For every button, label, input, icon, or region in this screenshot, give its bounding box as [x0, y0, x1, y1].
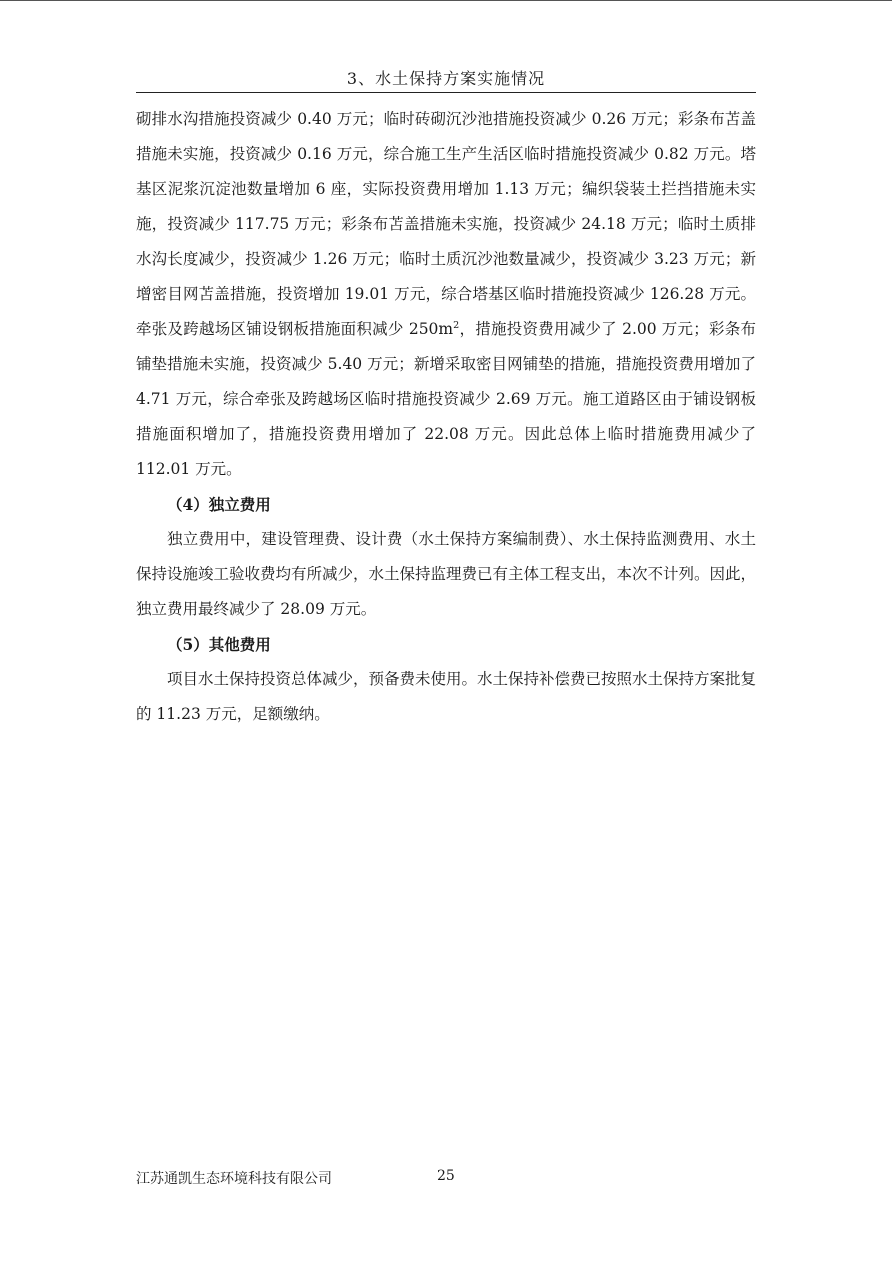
paragraph-temporary-measures	[136, 102, 756, 487]
section-heading-other-costs: （5）其他费用	[167, 635, 271, 654]
footer-page-number: 25	[437, 1168, 455, 1184]
paragraph-text-continued: ，措施投资费用减少了 2.00 万元；彩条布铺垫措施未实施，投资减少 5.40 万元；新增采取密目网铺垫的措施，措施投资费用增加了 4.71 万元，综合牵张及跨越场区临时措施投资减少 2.69 万元。施工道路区由于铺设钢板措施面积增加了，措施投资费用增加了 22.08 万元。因此总体上临时措施费用减少了 112.01 万元。	[136, 320, 756, 478]
paragraph-independent-costs: 独立费用中，建设管理费、设计费（水土保持方案编制费）、水土保持监测费用、水土保持设施竣工验收费均有所减少，水土保持监理费已有主体工程支出，本次不计列。因此，独立费用最终减少了 28.09 万元。	[136, 530, 757, 618]
running-header-title: 3、水土保持方案实施情况	[346, 69, 546, 88]
page-top-border	[0, 0, 892, 1]
header-divider	[136, 92, 756, 93]
footer-company-name: 江苏通凯生态环境科技有限公司	[136, 1171, 332, 1187]
paragraph-text: 砌排水沟措施投资减少 0.40 万元；临时砖砌沉沙池措施投资减少 0.26 万元；彩条布苫盖措施未实施，投资减少 0.16 万元，综合施工生产生活区临时措施投资减少 0.82 万元。塔基区泥浆沉淀池数量增加 6 座，实际投资费用增加 1.13 万元；编织袋装土拦挡措施未实施，投资减少 117.75 万元；彩条布苫盖措施未实施，投资减少 24.18 万元；临时土质排水沟长度减少，投资减少 1.26 万元；临时土质沉沙池数量减少，投资减少 3.23 万元；新增密目网苫盖措施，投资增加 19.01 万元，综合塔基区临时措施投资减少 126.28 万元。牵张及跨越场区铺设钢板措施面积减少 250m	[136, 110, 756, 338]
superscript-squared: 2	[453, 319, 460, 331]
page-body	[136, 102, 756, 732]
section-heading-independent-costs: （4）独立费用	[167, 495, 271, 514]
paragraph-other-costs: 项目水土保持投资总体减少，预备费未使用。水土保持补偿费已按照水土保持方案批复的 11.23 万元，足额缴纳。	[136, 670, 757, 723]
